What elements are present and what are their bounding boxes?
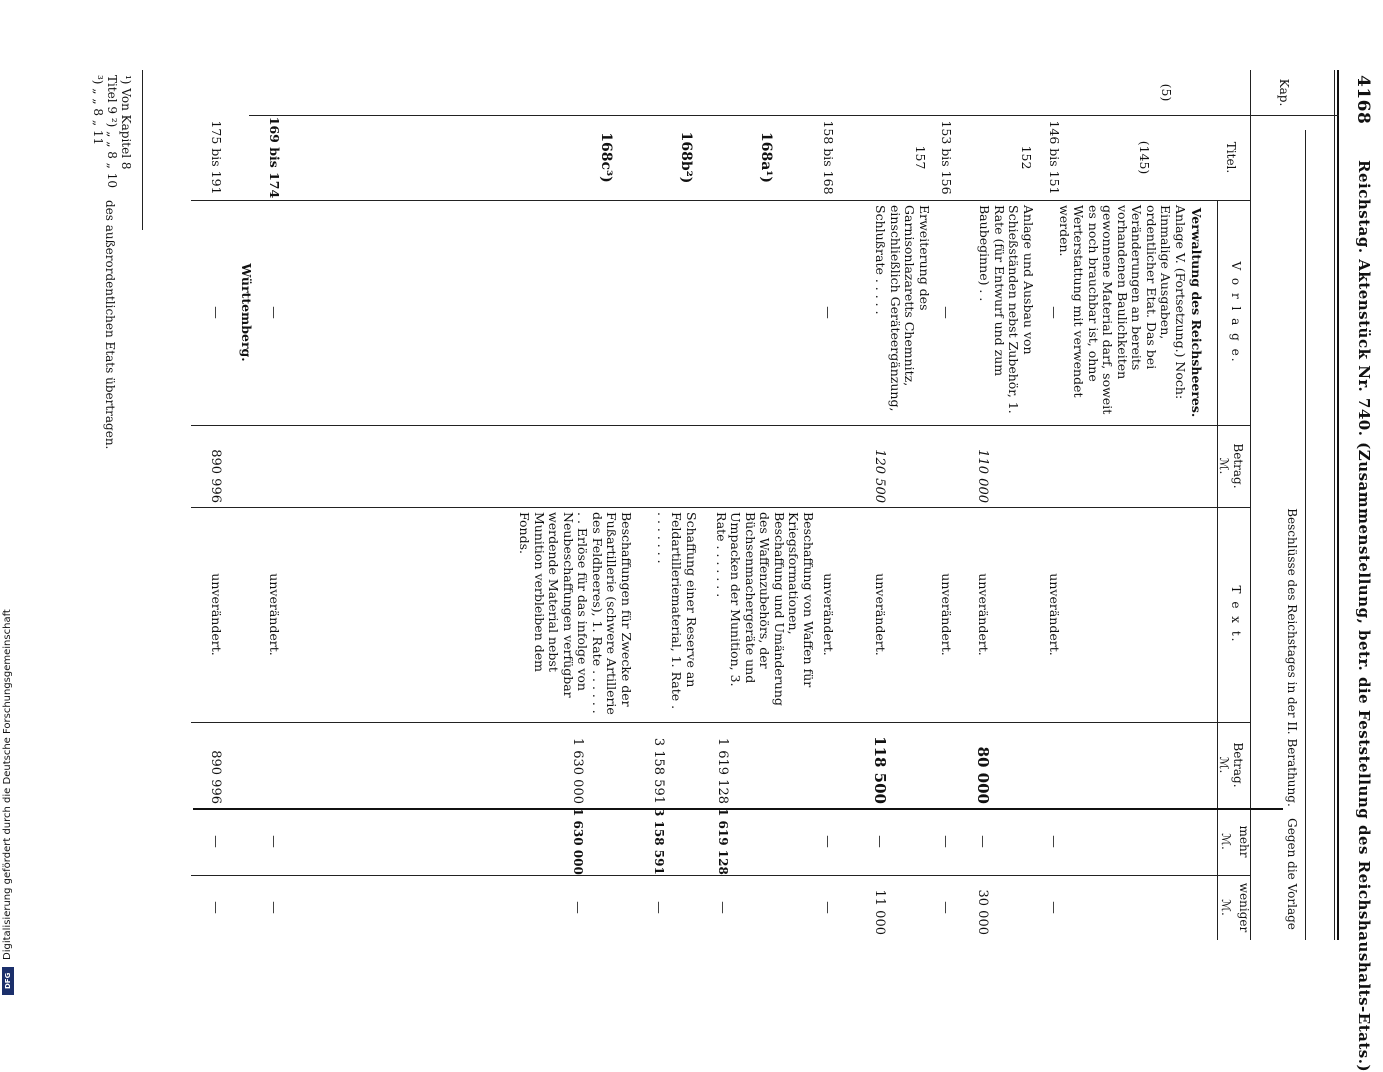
row1-mehr: — [1047,835,1062,848]
row4-titel: 157 [913,145,928,170]
row3-vorlage: — [939,306,954,319]
side-note: Digitalisierung gefördert durch die Deutsche Forschungsgemeinschaft [2,609,13,960]
col-sep-vorlage [191,425,1251,426]
row10-vorlage: — [209,306,224,319]
footnote-marks: ¹) Von Kapitel 8 Titel 9 ²) „ „ 8 „ 10 ³) „ „ 8 „ 11 [91,75,133,188]
footnote-rule [142,70,143,230]
row6-beschluss: Beschaffung von Waffen für Kriegsformationen, Beschaffung und Umänderung des Waffenzubehörs, der Büchsenmachergeräte und Umpacken der Munition, 3. Rate . . . . . . . [714,512,816,706]
row8-weniger: — [571,901,586,914]
dfg-logo: DFG [2,967,14,995]
col-mehr-header: mehr [1237,825,1251,858]
row7-titel: 168b²) [678,131,694,184]
row0-titel: (145) [1137,140,1152,175]
col-sep-beschluss [193,808,1283,810]
row2-weniger: 30 000 [975,889,990,935]
col-titel-header: Titel. [1224,141,1238,174]
col-sep-titel [191,200,1251,201]
row7-mehr: 3 158 591 [652,808,666,875]
row2-beschluss: unverändert. [976,573,991,656]
col-beschluss-header: Beschlüsse des Reichstages in der II. Berathung. [1285,508,1299,807]
col-text-header: T e x t. [1229,585,1243,644]
row2-mehr: — [976,835,991,848]
col-mark-header: ℳ. [1217,457,1231,475]
row0-kap: (5) [1159,83,1174,102]
header-rule-thin [1334,70,1335,940]
row1-titel: 146 bis 151 [1047,120,1062,195]
row10-heading: Württemberg. [239,263,254,362]
row6-titel: 168a¹) [758,131,774,184]
row4-beschluss-betrag: 118 500 [871,736,889,804]
col-betrag2-header: Betrag. [1231,742,1245,788]
row10-betrag: 890 996 [208,449,223,503]
row2-betrag: 110 000 [975,449,990,503]
subheader-rule [1305,130,1306,940]
row4-beschluss: unverändert. [873,573,888,656]
header-rule [1337,70,1339,940]
row2-vorlage: Anlage und Ausbau von Schießständen nebst Zubehör, 1. Rate (für Entwurf und zum Baubeginne) . . [977,205,1036,414]
row5-titel: 158 bis 168 [821,120,836,195]
row2-beschluss-betrag: 80 000 [974,746,992,804]
row3-titel: 153 bis 156 [939,120,954,195]
col-vorlage-header: V o r l a g e. [1229,261,1243,364]
side-note-rotator [2,560,13,960]
col-mehr-mark: ℳ. [1219,833,1233,850]
col-weniger-mark: ℳ. [1219,899,1233,916]
col-kap-header: Kap. [1277,78,1291,107]
row0-heading: Verwaltung des Reichsheeres. [1189,207,1204,418]
row8-titel: 168c³) [598,132,614,183]
row10-titel: 175 bis 191 [209,120,224,195]
row0-vorlage-text: Anlage V. (Fortsetzung.) Noch: Einmalige Ausgaben, ordentlicher Etat. Das bei Veränderungen an bereits vorhandenen Baulichkeiten gewonnene Material darf, soweit es noch brauchbar ist, ohne Werterstattung mit verwendet werden. [1057,205,1188,415]
col-weniger-header: weniger [1237,882,1251,933]
col-betrag-header: Betrag. [1231,443,1245,489]
row5-mehr: — [821,835,836,848]
page-title: Reichstag. Aktenstück Nr. 740. (Zusammenstellung, betr. die Feststellung des Reichshaushalts-Etats.) [1355,160,1373,1072]
row8-beschluss-betrag: 1 630 000 [570,737,585,804]
row10-mehr: — [209,835,224,848]
row7-beschluss: Schaffung einer Reserve an Feldartilleriematerial, 1. Rate . . . . . . . . [655,512,699,710]
page-number: 4168 [1353,75,1373,125]
row10-beschluss: unverändert. [209,573,224,656]
row3-beschluss: unverändert. [939,573,954,656]
row1-beschluss: unverändert. [1047,573,1062,656]
row4-weniger: 11 000 [872,889,887,935]
col-sep-kap [249,115,1339,116]
row7-beschluss-betrag: 3 158 591 [651,737,666,804]
row4-mehr: — [873,835,888,848]
row5-beschluss: unverändert. [821,573,836,656]
row5-vorlage: — [821,306,836,319]
row10-weniger: — [209,901,224,914]
row2-titel: 152 [1019,145,1034,170]
row3-mehr: — [939,835,954,848]
row4-vorlage: Erweiterung des Garnisonlazaretts Chemnitz, einschließlich Geräteergänzung, Schlußrate . . . . . [873,205,932,412]
row9-vorlage: — [267,306,282,319]
row7-weniger: — [652,901,667,914]
row4-betrag: 120 500 [872,449,887,503]
row6-weniger: — [716,901,731,914]
col-sep-betrag [191,507,1251,508]
row9-beschluss: unverändert. [267,573,282,656]
row1-weniger: — [1047,901,1062,914]
row5-weniger: — [821,901,836,914]
row10-beschluss-betrag: 890 996 [208,750,223,804]
row8-beschluss: Beschaffungen für Zwecke der Fußartillerie (schwere Artillerie des Feldheeres), 1. Rate . . . . . . . . Erlöse für das infolge von Neubeschaffungen verfügbar werdende Material nebst Munition verbleiben dem Fonds. [517,512,634,715]
row6-beschluss-betrag: 1 619 128 [715,737,730,804]
col-gegen-header: Gegen die Vorlage [1285,818,1299,930]
row9-mehr: — [267,835,282,848]
col-mark2-header: ℳ. [1217,756,1231,774]
footnote-text: des außerordentlichen Etats übertragen. [103,200,117,450]
column-sub-rule [1217,200,1218,940]
row9-titel: 169 bis 174 [267,116,282,199]
row9-weniger: — [267,901,282,914]
row8-mehr: 1 630 000 [571,808,585,875]
row1-vorlage: — [1047,306,1062,319]
row6-mehr: 1 619 128 [716,808,730,875]
row3-weniger: — [939,901,954,914]
